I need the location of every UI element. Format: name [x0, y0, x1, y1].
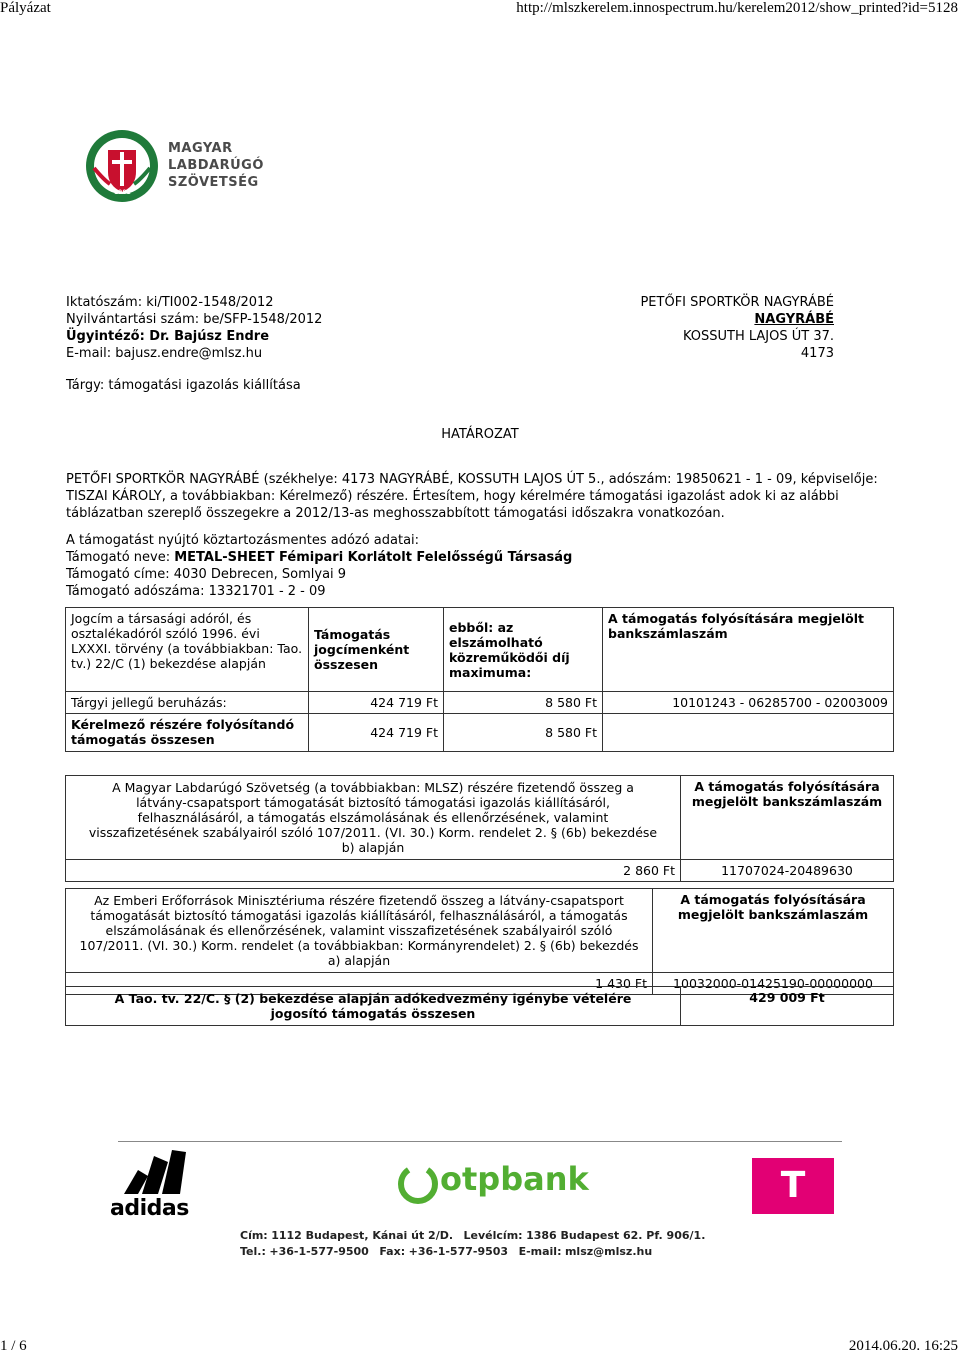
- recipient-name: PETŐFI SPORTKÖR NAGYRÁBÉ: [640, 295, 834, 310]
- intro-paragraph: [66, 471, 896, 522]
- fax-value: +36-1-577-9503: [408, 1245, 509, 1258]
- emmi-fee-amount: 1 430 Ft: [66, 973, 653, 995]
- supporter-name-label: Támogató neve:: [66, 550, 175, 565]
- tel-value: +36-1-577-9500: [269, 1245, 369, 1258]
- supporter-tax: Támogató adószáma: 13321701 - 2 - 09: [66, 584, 326, 599]
- intro-line-2: TISZAI KÁROLY, a továbbiakban: Kérelmező) részére. Értesítem, hogy kérelmére támogatási igazolást adok ki az alábbi: [66, 489, 839, 504]
- supporter-name-line: [66, 549, 572, 566]
- adidas-stripes-icon: [110, 1150, 200, 1194]
- total-text: A Tao. tv. 22/C. § (2) bekezdése alapján adókedvezmény igénybe vételére jogosító támogatás összesen: [66, 987, 681, 1026]
- logo-line-2: LABDARÚGÓ: [168, 158, 264, 173]
- row1-total: 424 719 Ft: [309, 692, 444, 714]
- adidas-logo: [110, 1150, 200, 1221]
- page-url: http://mlszkerelem.innospectrum.hu/kerelem2012/show_printed?id=5128: [516, 0, 958, 16]
- cim-label: Cím:: [240, 1229, 268, 1242]
- footer-line-2: [240, 1244, 705, 1260]
- email: E-mail: bajusz.endre@mlsz.hu: [66, 346, 263, 361]
- footer-line-1: [240, 1228, 705, 1244]
- print-datetime: 2014.06.20. 16:25: [848, 1338, 958, 1354]
- table1-header-jogcim: Jogcím a társasági adóról, és osztalékadóról szóló 1996. évi LXXXI. törvény (a továbbiakban: Tao. tv.) 22/C (1) bekezdése alapján: [66, 608, 309, 692]
- email-value: mlsz@mlsz.hu: [564, 1245, 653, 1258]
- mlsz-seal-year: 1901: [114, 189, 131, 196]
- row1-account: 10101243 - 06285700 - 02003009: [603, 692, 894, 714]
- mlsz-fee-account: 11707024-20489630: [681, 860, 894, 882]
- mlsz-fee-amount: 2 860 Ft: [66, 860, 681, 882]
- mlsz-fee-table: [65, 775, 894, 882]
- iktatoszam: Iktatószám: ki/TI002-1548/2012: [66, 295, 274, 310]
- page-number: 1 / 6: [0, 1338, 27, 1354]
- intro-line-1: PETŐFI SPORTKÖR NAGYRÁBÉ (székhelye: 4173 NAGYRÁBÉ, KOSSUTH LAJOS ÚT 5., adószám: 19850621 - 1 - 09, képviselője:: [66, 472, 878, 487]
- otp-wordmark: otpbank: [440, 1160, 589, 1198]
- row2-label: Kérelmező részére folyósítandó támogatás összesen: [66, 714, 309, 752]
- emmi-fee-account: 10032000-01425190-00000000: [653, 973, 894, 995]
- tel-label: Tel.:: [240, 1245, 266, 1258]
- cim-value: 1112 Budapest, Kánai út 2/D.: [271, 1229, 454, 1242]
- row1-label: Tárgyi jellegű beruházás:: [66, 692, 309, 714]
- telekom-logo: [752, 1158, 834, 1214]
- nyilvantartasi-szam: Nyilvántartási szám: be/SFP-1548/2012: [66, 312, 323, 327]
- levelcim-label: Levélcím:: [463, 1229, 523, 1242]
- fax-label: Fax:: [379, 1245, 406, 1258]
- table1-header-total: Támogatás jogcímenként összesen: [309, 608, 444, 692]
- recipient-zip: 4173: [800, 346, 834, 361]
- table1-header-fee: ebből: az elszámolható közreműködői díj maximuma:: [444, 608, 603, 692]
- support-table: [65, 607, 894, 752]
- table1-header-account: A támogatás folyósítására megjelölt bankszámlaszám: [603, 608, 894, 692]
- email-label: E-mail:: [518, 1245, 562, 1258]
- telekom-t-icon: T: [780, 1165, 806, 1206]
- total-amount: 429 009 Ft: [681, 987, 894, 1026]
- table-row: [66, 860, 894, 882]
- otp-logo: [398, 1158, 589, 1208]
- doc-title: HATÁROZAT: [441, 427, 519, 442]
- supporter-name: METAL-SHEET Fémipari Korlátolt Felelősségű Társaság: [174, 550, 573, 565]
- supporter-address: Támogató címe: 4030 Debrecen, Somlyai 9: [66, 567, 347, 582]
- intro-line-3: táblázatban szereplő összegekre a 2012/13-as meghosszabbított támogatási időszakra vonatkozóan.: [66, 506, 725, 521]
- total-table: [65, 986, 894, 1026]
- logo-line-1: MAGYAR: [168, 141, 233, 156]
- mlsz-fee-text: A Magyar Labdarúgó Szövetség (a továbbiakban: MLSZ) részére fizetendő összeg a látvány-csapatsport támogatását biztosító támogatási igazolás kiállításáról, felhasználásáról, a támogatás elszámolásának és ellenőrzésének, valamint visszafizetésének szabályairól szóló 107/2011. (VI. 30.) Korm. rendelet 2. § (6b) bekezdése b) alapján: [66, 776, 681, 860]
- recipient-city: NAGYRÁBÉ: [754, 312, 834, 327]
- logo-line-3: SZÖVETSÉG: [168, 175, 259, 190]
- ugyintezo: Ügyintéző: Dr. Bajúsz Endre: [66, 329, 270, 344]
- mlsz-logo: [84, 128, 264, 204]
- subject: Tárgy: támogatási igazolás kiállítása: [66, 378, 301, 393]
- supporter-block: [66, 532, 572, 600]
- page-browser-title: Pályázat: [0, 0, 51, 16]
- emmi-fee-text: Az Emberi Erőforrások Minisztériuma részére fizetendő összeg a látvány-csapatsport támogatását biztosító támogatási igazolás kiállításáról, felhasználásáról, a támogatás elszámolásának és ellenőrzésének, valamint visszafizetésének szabályairól szóló 107/2011. (VI. 30.) Korm. rendelet (a továbbiakban: Kormányrendelet) 2. § (6b) bekezdés a) alapján: [66, 889, 653, 973]
- row2-fee: 8 580 Ft: [444, 714, 603, 752]
- otp-swirl-icon: [398, 1164, 438, 1204]
- adidas-wordmark: adidas: [110, 1196, 189, 1221]
- emmi-fee-header: A támogatás folyósítására megjelölt bankszámlaszám: [653, 889, 894, 973]
- row1-fee: 8 580 Ft: [444, 692, 603, 714]
- table-row: [66, 714, 894, 752]
- left-header: [66, 294, 322, 362]
- row2-account: [603, 714, 894, 752]
- recipient-street: KOSSUTH LAJOS ÚT 37.: [682, 329, 834, 344]
- mlsz-fee-header: A támogatás folyósítására megjelölt bankszámlaszám: [681, 776, 894, 860]
- right-header: [640, 294, 834, 362]
- table-row: [66, 692, 894, 714]
- supporter-heading: A támogatást nyújtó köztartozásmentes adózó adatai:: [66, 533, 420, 548]
- footer-divider: [118, 1141, 842, 1142]
- levelcim-value: 1386 Budapest 62. Pf. 906/1.: [526, 1229, 706, 1242]
- row2-total: 424 719 Ft: [309, 714, 444, 752]
- footer-contact: [240, 1228, 705, 1260]
- emmi-fee-table: [65, 888, 894, 995]
